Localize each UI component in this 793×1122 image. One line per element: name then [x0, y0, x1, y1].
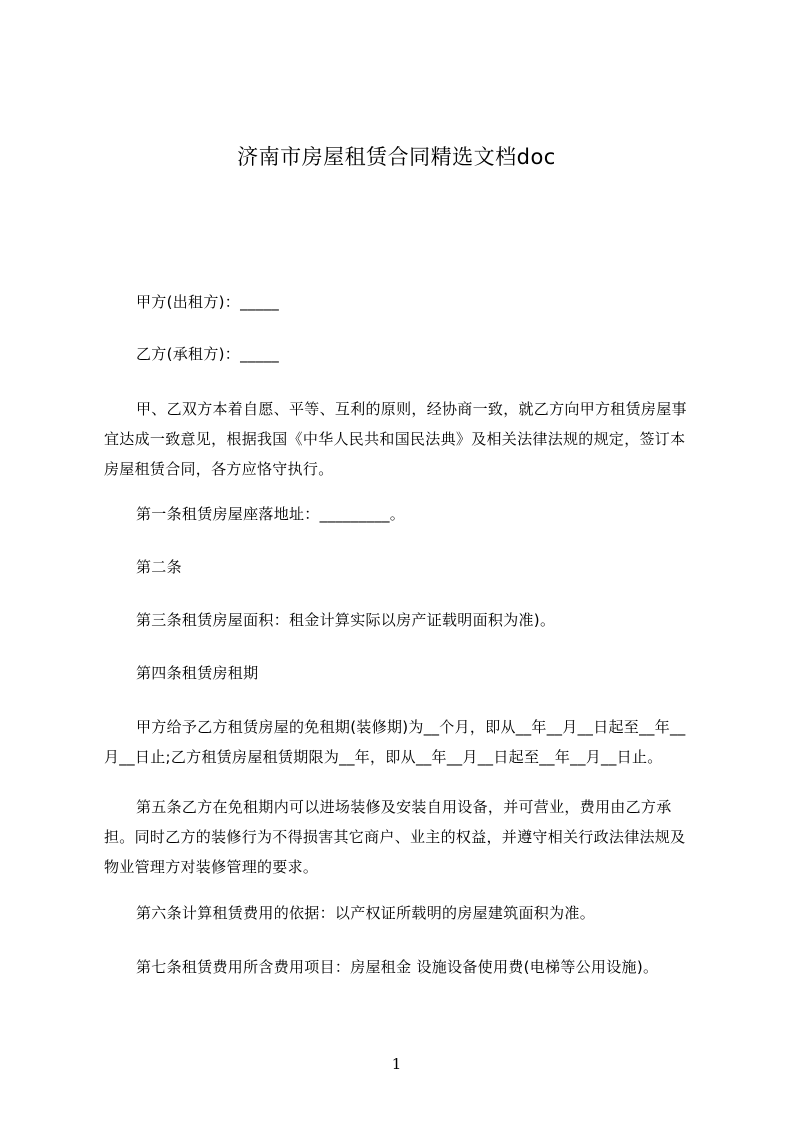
article-2: 第二条 — [136, 558, 182, 576]
article-7: 第七条租赁费用所含费用项目：房屋租金 设施设备使用费(电梯等公用设施)。 — [136, 958, 659, 976]
page-number: 1 — [391, 1055, 402, 1073]
document-title: 济南市房屋租赁合同精选文档doc — [237, 145, 556, 169]
article-6: 第六条计算租赁费用的依据：以产权证所载明的房屋建筑面积为准。 — [136, 904, 596, 922]
party-a-line: 甲方(出租方)：_____ — [136, 293, 280, 311]
article-3: 第三条租赁房屋面积：租金计算实际以房产证载明面积为准)。 — [136, 611, 556, 629]
article-4-body: 甲方给予乙方租赁房屋的免租期(装修期)为__个月，即从__年__月__日起至__年__月__日止;乙方租赁房屋租赁期限为__年，即从__年__月__日起至__年__月__日止。 — [104, 718, 686, 766]
intro-paragraph: 甲、乙双方本着自愿、平等、互利的原则，经协商一致，就乙方向甲方租赁房屋事宜达成一致意见，根据我国《中华人民共和国民法典》及相关法律法规的规定，签订本房屋租赁合同，各方应恪守执行。 — [104, 400, 687, 478]
article-5: 第五条乙方在免租期内可以进场装修及安装自用设备，并可营业，费用由乙方承担。同时乙方的装修行为不得损害其它商户、业主的权益，并遵守相关行政法律法规及物业管理方对装修管理的要求。 — [104, 798, 686, 876]
article-1: 第一条租赁房屋座落地址：_________。 — [136, 505, 406, 523]
party-b-line: 乙方(承租方)：_____ — [136, 345, 280, 363]
article-4-heading: 第四条租赁房租期 — [136, 664, 259, 682]
